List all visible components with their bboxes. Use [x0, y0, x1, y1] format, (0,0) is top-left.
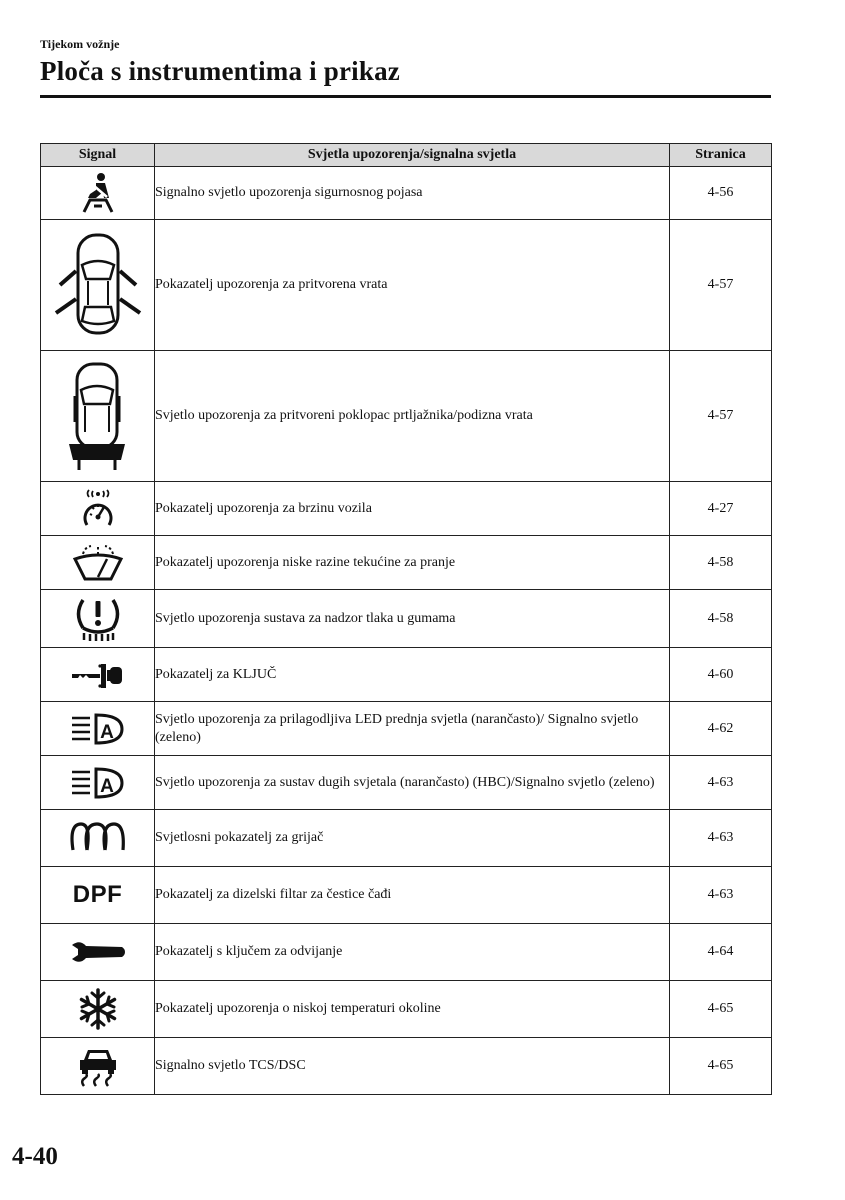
page-ref-cell: 4-57 [670, 351, 772, 482]
adaptive-led-headlight-icon [68, 711, 128, 747]
table-row [41, 1038, 772, 1095]
high-beam-control-icon [68, 765, 128, 801]
table-row [41, 351, 772, 482]
washer-fluid-icon [71, 543, 125, 583]
signal-cell [41, 590, 155, 648]
seatbelt-icon [78, 172, 118, 214]
page-ref-cell: 4-57 [670, 220, 772, 351]
signal-cell [41, 482, 155, 536]
tcs-dsc-icon [76, 1044, 120, 1088]
snowflake-icon [76, 987, 120, 1031]
speed-warning-icon [78, 489, 118, 529]
door-ajar-icon [52, 229, 144, 341]
table-row [41, 536, 772, 590]
description-cell: Pokazatelj upozorenja za pritvorena vrata [155, 220, 670, 351]
page-title: Ploča s instrumentima i prikaz [40, 56, 400, 86]
signal-cell [41, 924, 155, 981]
page-ref-cell: 4-65 [670, 1038, 772, 1095]
table-row [41, 702, 772, 756]
signal-cell [41, 702, 155, 756]
signal-cell [41, 220, 155, 351]
description-cell: Pokazatelj za KLJUČ [155, 648, 670, 702]
description-cell: Pokazatelj upozorenja niske razine tekućine za pranje [155, 536, 670, 590]
description-cell: Pokazatelj s ključem za odvijanje [155, 924, 670, 981]
title-rule [40, 95, 771, 98]
signal-cell [41, 648, 155, 702]
table-header-row [41, 144, 772, 167]
page-ref-cell: 4-63 [670, 810, 772, 867]
svg-text:A: A [99, 721, 114, 743]
signal-cell [41, 756, 155, 810]
description-cell: Pokazatelj upozorenja o niskoj temperaturi okoline [155, 981, 670, 1038]
description-cell: Pokazatelj za dizelski filtar za čestice čađi [155, 867, 670, 924]
signal-cell [41, 167, 155, 220]
signal-cell [41, 1038, 155, 1095]
svg-text:A: A [99, 775, 114, 797]
page-ref-cell: 4-65 [670, 981, 772, 1038]
table-row [41, 756, 772, 810]
table-row [41, 167, 772, 220]
signal-cell [41, 981, 155, 1038]
description-cell: Svjetlo upozorenja za sustav dugih svjetala (narančasto) (HBC)/Signalno svjetlo (zeleno) [155, 756, 670, 810]
page-ref-cell: 4-63 [670, 756, 772, 810]
page-ref-cell: 4-58 [670, 590, 772, 648]
description-cell: Svjetlo upozorenja sustava za nadzor tlaka u gumama [155, 590, 670, 648]
description-cell: Svjetlosni pokazatelj za grijač [155, 810, 670, 867]
table-row [41, 981, 772, 1038]
description-cell: Svjetlo upozorenja za pritvoreni poklopac prtljažnika/podizna vrata [155, 351, 670, 482]
page-ref-cell: 4-60 [670, 648, 772, 702]
table-row [41, 810, 772, 867]
table-row [41, 648, 772, 702]
liftgate-ajar-icon [63, 360, 133, 472]
wrench-icon [70, 937, 126, 967]
tire-pressure-icon [72, 596, 124, 642]
description-cell: Pokazatelj upozorenja za brzinu vozila [155, 482, 670, 536]
section-header: Tijekom vožnje [40, 37, 120, 51]
column-header-description: Svjetla upozorenja/signalna svjetla [155, 144, 670, 167]
column-header-signal: Signal [41, 144, 155, 167]
warning-lights-table [40, 143, 772, 1095]
glow-plug-icon [67, 820, 129, 856]
page-number: 4-40 [12, 1143, 58, 1170]
signal-cell [41, 351, 155, 482]
description-cell: Svjetlo upozorenja za prilagodljiva LED prednja svjetla (narančasto)/ Signalno svjetlo (zeleno) [155, 702, 670, 756]
page-ref-cell: 4-64 [670, 924, 772, 981]
page-ref-cell: 4-56 [670, 167, 772, 220]
table-row [41, 482, 772, 536]
key-icon [70, 658, 126, 692]
page-ref-cell: 4-62 [670, 702, 772, 756]
description-cell: Signalno svjetlo TCS/DSC [155, 1038, 670, 1095]
dpf-icon: DPF [72, 881, 123, 908]
signal-cell [41, 536, 155, 590]
table-row [41, 590, 772, 648]
signal-cell [41, 867, 155, 924]
page-ref-cell: 4-27 [670, 482, 772, 536]
page-ref-cell: 4-58 [670, 536, 772, 590]
description-cell: Signalno svjetlo upozorenja sigurnosnog pojasa [155, 167, 670, 220]
page-ref-cell: 4-63 [670, 867, 772, 924]
table-row [41, 924, 772, 981]
column-header-page: Stranica [670, 144, 772, 167]
table-row [41, 867, 772, 924]
table-row [41, 220, 772, 351]
signal-cell [41, 810, 155, 867]
